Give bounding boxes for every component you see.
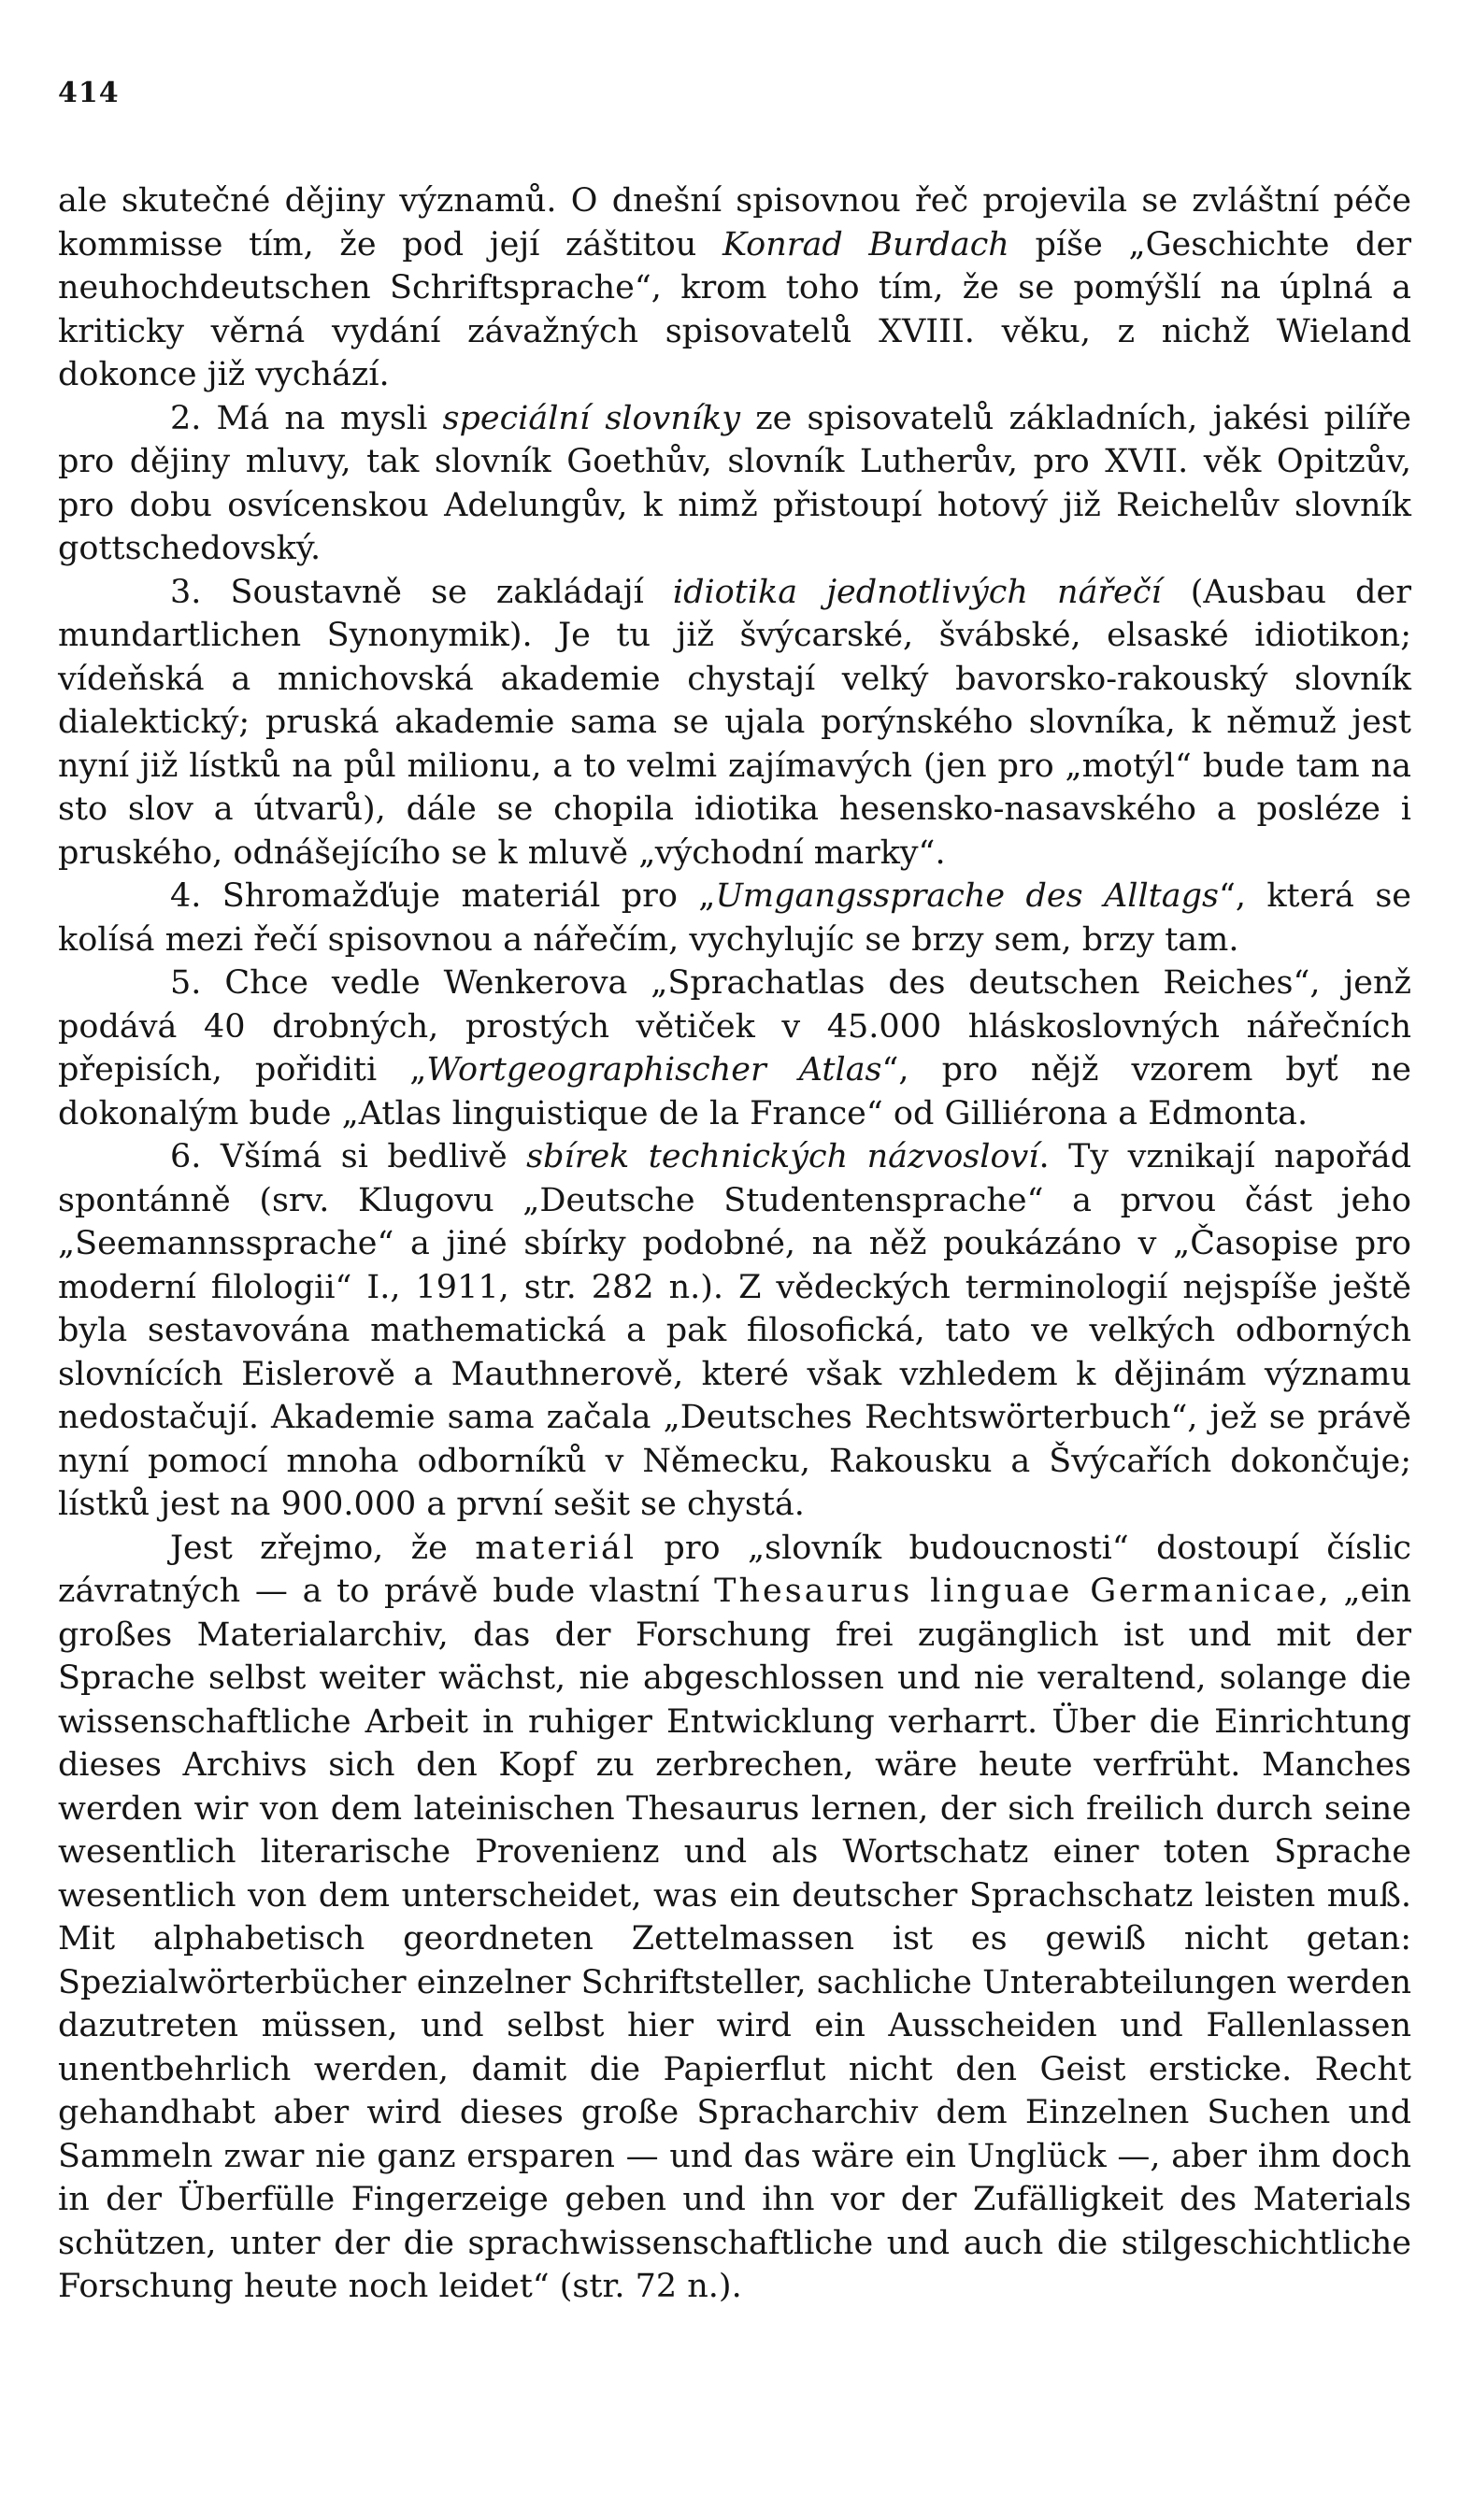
text-run: Jest zřejmo, že [170,1529,476,1567]
paragraph-item-5 [58,961,1411,1135]
paragraph-item-6 [58,1135,1411,1527]
italic-term: Konrad Burdach [722,225,1009,263]
text-run: “, pro nějž vzorem byť ne dokonalým bude „Atlas linguistique de la France“ od Gilliérona a Edmonta. [58,1051,1411,1132]
body-text [58,179,1411,2309]
text-run: (Ausbau der mundartlichen Synonymik). Je tu již švýcarské, švábské, elsaské idiotikon; vídeňská a mnichovská akademie chystají velký bavorsko-rakouský slovník dialektický; pruská akademie sama se ujala porýnského slovníka, k němuž jest nyní již lístků na půl milionu, a to velmi zajímavých (jen pro „motýl“ bude tam na sto slov a útvarů), dále se chopila idiotika hesensko-nasavského a posléze i pruského, odnášejícího se k mluvě „východní marky“. [58,573,1411,872]
paragraph-item-3 [58,571,1411,876]
spaced-emphasis: materiál [475,1529,637,1567]
text-run: píše „Geschichte der neuhochdeutschen Schriftsprache“, krom toho tím, že se pomýšlí na úplná a kriticky věrná vydání závažných spisovatelů XVIII. věku, z nichž Wieland dokonce již vychází. [58,225,1411,393]
text-run: “, která se kolísá mezi řečí spisovnou a nářečím, vychylujíc se brzy sem, brzy tam. [58,877,1411,959]
text-run: 3. Soustavně se zakládají [170,573,673,611]
italic-term: sbírek technických názvosloví [526,1138,1039,1175]
text-run: . Ty vznikají napořád spontánně (srv. Klugovu „Deutsche Studentensprache“ a prvou část jeho „Seemannssprache“ a jiné sbírky podobné, na něž poukázáno v „Časopise pro moderní filologii“ I., 1911, str. 282 n.). Z vědeckých terminologií nejspíše ještě byla sestavována mathematická a pak filosofická, tato ve velkých odborných slovnících Eislerově a Mauthnerově, které však vzhledem k dějinám významu nedostačují. Akademie sama začala „Deutsches Rechtswörterbuch“, jež se právě nyní pomocí mnoha odborníků v Německu, Rakousku a Švýcařích dokončuje; lístků jest na 900.000 a první sešit se chystá. [58,1138,1412,1523]
italic-term: idiotika jednotlivých nářečí [672,573,1162,611]
paragraph-intro [58,179,1411,397]
text-run: ale skutečné dějiny významů. O dnešní spisovnou řeč projevila se zvláštní péče kommisse tím, že pod její záštitou [58,182,1411,263]
paragraph-item-2 [58,397,1411,571]
spaced-emphasis: Thesaurus linguae Germanicae [714,1573,1319,1610]
text-run: 6. Všímá si bedlivě [170,1138,527,1175]
text-run: 2. Má na mysli [170,399,443,437]
paragraph-conclusion [58,1527,1411,2309]
italic-term: speciální slovníky [442,399,741,437]
italic-term: Umgangssprache des Alltags [715,877,1219,915]
text-run: ze spisovatelů základních, jakési pilíře pro dějiny mluvy, tak slovník Goethův, slovník Lutherův, pro XVII. věk Opitzův, pro dobu osvícenskou Adelungův, k nimž přistoupí hotový již Reichelův slovník gottschedovský. [58,399,1411,567]
paragraph-item-4 [58,875,1411,961]
text-run: 5. Chce vedle Wenkerova „Sprachatlas des deutschen Reiches“, jenž podává 40 drobných, prostých větiček v 45.000 hláskoslovných nářečních přepisích, pořiditi „ [58,964,1411,1089]
italic-term: Wortgeographischer Atlas [426,1051,882,1089]
page-number: 414 [58,77,120,109]
text-run: , „ein großes Materialarchiv, das der Forschung frei zugänglich ist und mit der Sprache selbst weiter wächst, nie abgeschlossen und nie veraltend, solange die wissenschaftliche Arbeit in ruhiger Entwicklung verharrt. Über die Einrichtung dieses Archivs sich den Kopf zu zerbrechen, wäre heute verfrüht. Manches werden wir von dem lateinischen Thesaurus lernen, der sich freilich durch seine wesentlich literarische Provenienz und als Wortschatz einer toten Sprache wesentlich von dem unterscheidet, was ein deutscher Sprachschatz leisten muß. Mit alphabetisch geordneten Zettelmassen ist es gewiß nicht getan: Spezialwörterbücher einzelner Schriftsteller, sachliche Unterabteilungen werden dazutreten müssen, und selbst hier wird ein Ausscheiden und Fallenlassen unentbehrlich werden, damit die Papierflut nicht den Geist ersticke. Recht gehandhabt aber wird dieses große Spracharchiv dem Einzelnen Suchen und Sammeln zwar nie ganz ersparen — und das wäre ein Unglück —, aber ihm doch in der Überfülle Fingerzeige geben und ihn vor der Zufälligkeit des Materials schützen, unter der die sprachwissenschaftliche und auch die stilgeschichtliche Forschung heute noch leidet“ (str. 72 n.). [58,1573,1411,2305]
text-run: 4. Shromažďuje materiál pro „ [170,877,716,915]
text-run: pro „slovník budoucnosti“ dostoupí číslic závratných — a to právě bude vlastní [58,1529,1411,1610]
